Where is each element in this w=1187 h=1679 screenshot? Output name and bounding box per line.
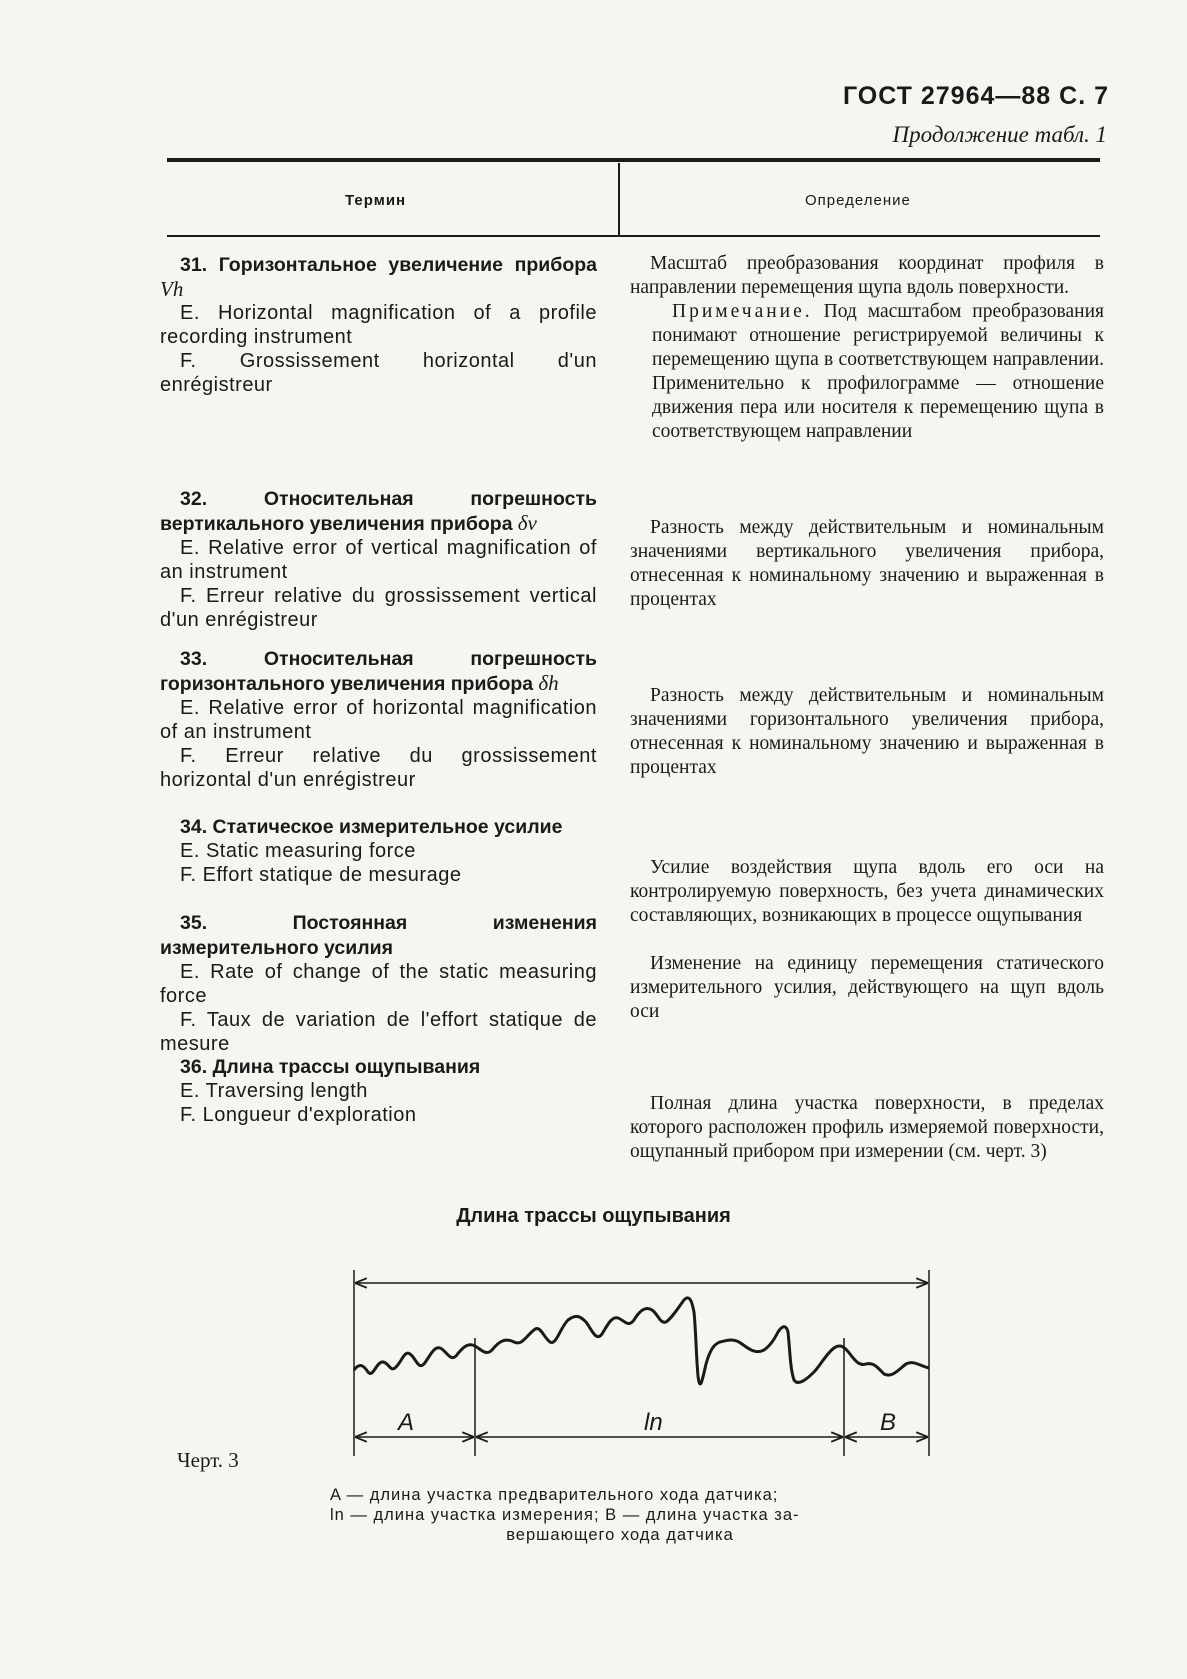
term-fr: F. Erreur relative du grossissement horizontal d'un enrégistreur bbox=[160, 745, 597, 791]
term-fr: F. Taux de variation de l'effort statique de mesure bbox=[160, 1009, 597, 1055]
term-fr: F. Erreur relative du grossissement vertical d'un enrégistreur bbox=[160, 585, 597, 631]
legend-line-3: вершающего хода датчика bbox=[506, 1526, 734, 1544]
term-en: E. Rate of change of the static measuring force bbox=[160, 961, 597, 1007]
figure-caption: Черт. 3 bbox=[177, 1448, 239, 1472]
term-symbol: δh bbox=[538, 671, 559, 695]
figure-title: Длина трассы ощупывания bbox=[456, 1205, 731, 1227]
terms-column bbox=[160, 252, 597, 1127]
entry-35-term bbox=[160, 910, 597, 1054]
legend-line-2: ln — длина участка измерения; B — длина участка за- bbox=[330, 1506, 800, 1524]
term-title: 33. Относительная погрешность горизонтального увеличения прибора bbox=[160, 648, 597, 695]
term-fr: F. Longueur d'exploration bbox=[180, 1104, 417, 1126]
entry-31-definition bbox=[630, 252, 1104, 516]
term-title: 32. Относительная погрешность вертикального увеличения прибора bbox=[160, 488, 597, 535]
document-code: ГОСТ 27964—88 С. 7 bbox=[842, 82, 1109, 110]
term-fr: F. Effort statique de mesurage bbox=[180, 864, 462, 886]
legend-line-1: A — длина участка предварительного хода датчика; bbox=[330, 1486, 779, 1504]
definition-text: Разность между действительным и номинальным значениями горизонтального увеличения прибора, отнесенная к номинальному значению и выраженная в процентах bbox=[630, 685, 1104, 778]
term-en: E. Traversing length bbox=[180, 1080, 368, 1102]
header-divider bbox=[618, 163, 620, 235]
term-title: 35. Постоянная изменения измерительного усилия bbox=[160, 912, 597, 959]
figure-legend bbox=[330, 1485, 910, 1545]
column-header-term: Термин bbox=[345, 192, 407, 209]
definition-text: Масштаб преобразования координат профиля в направлении перемещения щупа вдоль поверхности. bbox=[630, 253, 1104, 298]
table-header-rule bbox=[167, 235, 1100, 237]
column-header-definition: Определение bbox=[805, 192, 911, 209]
entry-33-term bbox=[160, 646, 597, 814]
entry-32-definition bbox=[630, 516, 1104, 684]
definition-text: Усилие воздействия щупа вдоль его оси на контролируемую поверхность, без учета динамических составляющих, возникающих в процессе ощупывания bbox=[630, 857, 1104, 926]
term-symbol: Vh bbox=[160, 277, 184, 301]
note-label: Примечание. bbox=[672, 301, 813, 322]
term-title: 31. Горизонтальное увеличение прибора bbox=[180, 254, 597, 276]
term-en: E. Horizontal magnification of a profile recording instrument bbox=[160, 302, 597, 348]
note-text: Под масштабом преобразования понимают отношение регистрируемой величины к перемещению щупа в соответствующем направлении. Применительно к профилограмме — отношение движения пера или носителя к перемещению щупа в соответствующем направлении bbox=[652, 301, 1105, 442]
entry-31-term bbox=[160, 252, 597, 486]
term-fr: F. Grossissement horizontal d'un enrégistreur bbox=[160, 350, 597, 396]
term-en: E. Relative error of horizontal magnification of an instrument bbox=[160, 697, 597, 743]
label-b: B bbox=[880, 1409, 897, 1436]
term-en: E. Relative error of vertical magnification of an instrument bbox=[160, 537, 597, 583]
entry-35-definition bbox=[630, 952, 1104, 1092]
entry-32-term bbox=[160, 486, 597, 646]
term-title: 36. Длина трассы ощупывания bbox=[180, 1056, 481, 1078]
label-a: A bbox=[398, 1409, 415, 1436]
definition-text: Изменение на единицу перемещения статического измерительного усилия, действующего на щуп вдоль оси bbox=[630, 953, 1104, 1022]
entry-33-definition bbox=[630, 684, 1104, 856]
entry-36-term bbox=[160, 1054, 597, 1127]
label-ln: ln bbox=[644, 1409, 663, 1436]
surface-profile-curve bbox=[354, 1298, 929, 1384]
table-continuation: Продолжение табл. 1 bbox=[892, 122, 1107, 147]
entry-34-definition bbox=[630, 856, 1104, 952]
definition-text: Разность между действительным и номинальным значениями вертикального увеличения прибора, отнесенная к номинальному значению и выраженная в процентах bbox=[630, 517, 1104, 610]
entry-36-definition bbox=[630, 1092, 1104, 1164]
term-symbol: δv bbox=[517, 511, 537, 535]
term-en: E. Static measuring force bbox=[180, 840, 416, 862]
definitions-column bbox=[630, 252, 1104, 1164]
definition-text: Полная длина участка поверхности, в пределах которого расположен профиль измеряемой поверхности, ощупанный прибором при измерении (см. черт. 3) bbox=[630, 1093, 1104, 1162]
table-top-rule bbox=[167, 158, 1100, 162]
traversing-length-diagram bbox=[340, 1258, 940, 1458]
term-title: 34. Статическое измерительное усилие bbox=[180, 816, 563, 838]
entry-34-term bbox=[160, 814, 597, 910]
